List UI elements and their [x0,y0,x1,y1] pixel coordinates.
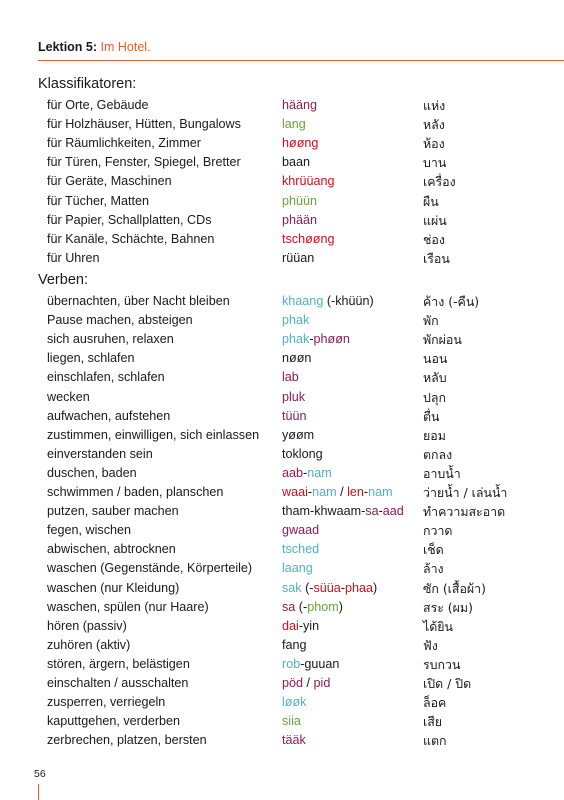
thai-script: ได้ยิน [423,618,454,634]
syllable: pluk [282,389,306,404]
thai-script: เปิด / ปิด [423,676,472,691]
transliteration [282,407,307,426]
transliteration [282,464,332,483]
german-term: fegen, wischen [47,523,132,538]
syllable: yøøm [282,427,315,442]
syllable: tschøøng [282,231,335,246]
vocab-row [0,464,564,483]
transliteration [282,521,319,540]
vocab-row [0,172,564,191]
german-term: einschlafen, schlafen [47,370,165,385]
syllable: (- [295,599,308,614]
transliteration [282,311,309,330]
syllable: - [378,504,383,519]
syllable: sak [282,580,302,595]
german-term: für Geräte, Maschinen [47,174,172,189]
vocab-row [0,153,564,172]
german-term: schwimmen / baden, planschen [47,485,224,499]
transliteration [282,598,343,617]
syllable: rob [282,656,301,671]
vocab-row [0,483,564,502]
vocab-row [0,230,564,249]
transliteration [282,655,339,674]
syllable: - [340,580,346,595]
thai-script: ค้าง (-คืน) [423,294,480,309]
thai-script: ผืน [423,193,439,209]
german-term: zustimmen, einwilligen, sich einlassen [47,427,260,442]
syllable: - [309,332,314,347]
vocab-row [0,426,564,445]
syllable: toklong [282,446,323,461]
transliteration [282,559,313,578]
transliteration [282,636,307,655]
german-term: für Uhren [47,250,100,265]
vocab-row [0,674,564,693]
syllable: gwaad [282,523,320,538]
section-title: Verben: [38,272,88,288]
vocab-row [0,636,564,655]
german-term: waschen (nur Kleidung) [47,580,180,595]
syllable: fang [282,637,307,652]
lesson-header [38,40,151,54]
syllable: (-khüün) [323,294,374,308]
german-term: übernachten, über Nacht bleiben [47,294,230,308]
syllable: baan [282,155,311,170]
german-term: zerbrechen, platzen, bersten [47,733,207,748]
syllable: khrüüang [282,174,335,189]
transliteration [282,712,301,731]
thai-script: เรือน [423,250,450,266]
transliteration [282,540,319,559]
header-rule [38,60,564,61]
german-term: für Tücher, Matten [47,193,149,208]
syllable: phüün [282,193,318,208]
german-term: hören (passiv) [47,618,127,633]
vocab-row [0,693,564,712]
syllable: aad [382,504,404,519]
vocab-row [0,521,564,540]
german-term: stören, ärgern, belästigen [47,656,190,671]
vocab-row [0,211,564,230]
german-term: zuhören (aktiv) [47,637,131,652]
vocab-row [0,388,564,407]
syllable: sa [365,504,379,519]
thai-script: ยอม [423,427,446,443]
transliteration [282,292,374,311]
vocab-row [0,368,564,387]
vocab-row [0,655,564,674]
vocab-row [0,540,564,559]
thai-script: ตกลง [423,446,453,462]
syllable: hääng [282,98,318,112]
syllable: rüüan [282,250,315,265]
transliteration [282,349,311,368]
german-term: kaputtgehen, verderben [47,714,181,729]
german-term: für Papier, Schallplatten, CDs [47,212,212,227]
german-term: für Kanäle, Schächte, Bahnen [47,231,215,246]
transliteration [282,368,299,387]
syllable: (- [301,580,314,595]
syllable: lang [282,117,306,132]
german-term: putzen, sauber machen [47,504,179,519]
syllable: nøøn [282,351,312,366]
german-term: für Türen, Fenster, Spiegel, Bretter [47,155,241,170]
syllable: -guuan [300,656,340,671]
thai-script: แตก [423,733,447,749]
transliteration [282,115,306,134]
thai-script: ตื่น [423,408,440,424]
transliteration [282,579,377,598]
syllable: / [303,676,314,690]
vocab-row [0,502,564,521]
transliteration [282,330,350,349]
syllable: løøk [282,695,307,710]
thai-script: กวาด [423,523,453,539]
transliteration [282,96,317,115]
vocab-row [0,617,564,636]
transliteration [282,388,305,407]
thai-script: สระ (ผม) [423,599,473,615]
transliteration [282,134,318,153]
transliteration [282,426,314,445]
syllable: phak [282,332,310,347]
german-term: abwischen, abtrocknen [47,542,176,557]
german-term: zusperren, verriegeln [47,695,166,710]
vocab-row [0,349,564,368]
vocab-row [0,579,564,598]
syllable: phaa [345,580,374,595]
syllable: -yin [298,618,320,633]
transliteration [282,483,393,502]
german-term: duschen, baden [47,465,137,480]
syllable: khaang [282,294,324,308]
thai-script: ช่อง [423,231,445,247]
thai-script: ล็อค [423,695,447,711]
thai-script: ทำความสะอาด [423,504,506,520]
syllable: len [347,485,364,499]
syllable: - [363,485,369,499]
thai-script: รบกวน [423,656,461,672]
german-term: aufwachen, aufstehen [47,408,171,423]
thai-script: ฟัง [423,637,438,653]
vocab-row [0,731,564,750]
german-term: für Orte, Gebäude [47,98,149,112]
thai-script: บาน [423,155,447,171]
syllable: / [336,485,348,499]
vocab-row [0,712,564,731]
thai-script: หลัง [423,117,445,133]
thai-script: แห่ง [423,98,446,113]
syllable: waai [282,485,308,499]
german-term: für Räumlichkeiten, Zimmer [47,136,201,151]
page-number: 56 [34,768,46,780]
section-title: Klassifikatoren: [38,76,137,92]
thai-script: แผ่น [423,212,447,228]
german-term: sich ausruhen, relaxen [47,332,174,347]
syllable: phom [307,599,339,614]
vocab-row [0,559,564,578]
syllable: tsched [282,542,320,557]
german-term: einverstanden sein [47,446,153,461]
thai-script: ว่ายน้ำ / เล่นน้ำ [423,485,508,500]
syllable: süüa [313,580,341,595]
thai-script: เสีย [423,714,443,730]
syllable: ) [338,599,343,614]
thai-script: อาบน้ำ [423,465,461,481]
thai-script: หลับ [423,370,447,386]
transliteration [282,674,330,693]
syllable: ) [373,580,378,595]
transliteration [282,617,319,636]
transliteration [282,249,314,268]
transliteration [282,211,317,230]
vocab-row [0,311,564,330]
syllable: phak [282,313,310,328]
transliteration [282,172,335,191]
vocab-row [0,407,564,426]
vocab-row [0,249,564,268]
syllable: dai [282,618,299,633]
syllable: nam [368,485,393,499]
syllable: aab [282,465,304,480]
thai-script: ห้อง [423,136,445,152]
transliteration [282,445,323,464]
syllable: høøng [282,136,319,151]
syllable: tääk [282,733,306,748]
syllable: lab [282,370,299,385]
syllable: phøøn [313,332,350,347]
transliteration [282,731,306,750]
transliteration [282,230,335,249]
vocab-row [0,192,564,211]
thai-script: พัก [423,313,439,329]
syllable: pöd [282,676,304,690]
syllable: nam [312,485,337,499]
transliteration [282,502,404,521]
german-term: einschalten / ausschalten [47,676,189,690]
footer-mark [38,784,39,800]
vocab-row [0,445,564,464]
german-term: Pause machen, absteigen [47,313,193,328]
syllable: tüün [282,408,307,423]
syllable: - [303,465,308,480]
thai-script: เช็ด [423,542,444,558]
german-term: waschen (Gegenstände, Körperteile) [47,561,253,576]
transliteration [282,693,306,712]
syllable: phään [282,212,318,227]
lesson-number: Lektion 5: [38,40,98,54]
syllable: tham-khwaam- [282,504,366,519]
thai-script: นอน [423,351,448,367]
german-term: für Holzhäuser, Hütten, Bungalows [47,117,241,132]
vocab-row [0,134,564,153]
vocab-row [0,292,564,311]
syllable: sa [282,599,296,614]
syllable: pid [313,676,331,690]
vocab-row [0,115,564,134]
vocab-row [0,96,564,115]
thai-script: พักผ่อน [423,332,462,348]
thai-script: ล้าง [423,561,444,577]
lesson-topic: Im Hotel. [100,40,151,54]
thai-script: เครื่อง [423,174,456,190]
german-term: liegen, schlafen [47,351,135,366]
syllable: - [307,485,313,499]
vocab-row [0,330,564,349]
vocab-row [0,598,564,617]
transliteration [282,153,310,172]
syllable: nam [307,465,332,480]
german-term: waschen, spülen (nur Haare) [47,599,209,614]
transliteration [282,192,317,211]
german-term: wecken [47,389,90,404]
syllable: siia [282,714,301,729]
thai-script: ซัก (เสื้อผ้า) [423,580,486,596]
syllable: laang [282,561,313,576]
thai-script: ปลุก [423,389,446,405]
